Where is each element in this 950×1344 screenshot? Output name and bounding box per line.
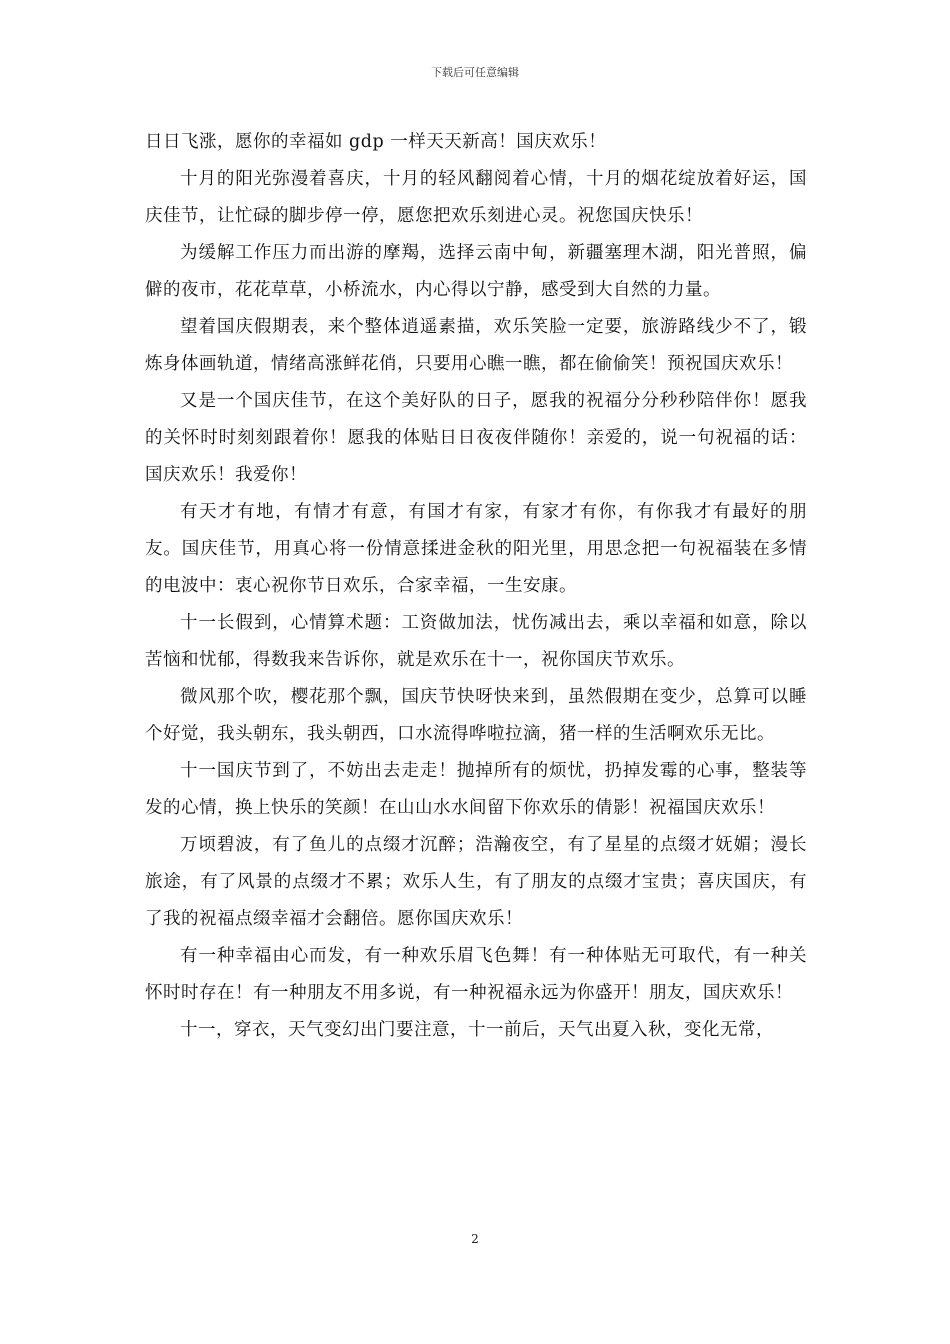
paragraph-3: 为缓解工作压力而出游的摩羯，选择云南中甸，新疆塞理木湖，阳光普照，偏僻的夜市，花花草草，小桥流水，内心得以宁静，感受到大自然的力量。 xyxy=(145,243,807,300)
paragraph-2: 十月的阳光弥漫着喜庆，十月的轻风翻阅着心情，十月的烟花绽放着好运，国庆佳节，让忙碌的脚步停一停，愿您把欢乐刻进心灵。祝您国庆快乐！ xyxy=(145,169,807,226)
paragraph-1: 日日飞涨，愿你的幸福如 gdp 一样天天新高！国庆欢乐！ xyxy=(145,132,607,152)
page-number: 2 xyxy=(471,1232,479,1246)
paragraph-8: 微风那个吹，樱花那个飘，国庆节快呀快来到，虽然假期在变少，总算可以睡个好觉，我头朝东，我头朝西，口水流得哗啦拉滴，猪一样的生活啊欢乐无比。 xyxy=(145,687,807,744)
paragraph-7: 十一长假到，心情算术题：工资做加法，忧伤减出去，乘以幸福和如意，除以苦恼和忧郁，得数我来告诉你，就是欢乐在十一，祝你国庆节欢乐。 xyxy=(145,613,807,670)
paragraph-12: 十一，穿衣，天气变幻出门要注意，十一前后，天气出夏入秋，变化无常， xyxy=(180,1020,774,1040)
paragraph-4: 望着国庆假期表，来个整体逍遥素描，欢乐笑脸一定要，旅游路线少不了，锻炼身体画轨道，情绪高涨鲜花俏，只要用心瞧一瞧，都在偷偷笑！预祝国庆欢乐！ xyxy=(145,317,807,374)
page-header: 下载后可任意编辑 xyxy=(431,66,519,79)
paragraph-10: 万顷碧波，有了鱼儿的点缀才沉醉；浩瀚夜空，有了星星的点缀才妩媚；漫长旅途，有了风景的点缀才不累；欢乐人生，有了朋友的点缀才宝贵；喜庆国庆，有了我的祝福点缀幸福才会翻倍。愿你国庆欢乐！ xyxy=(145,835,807,929)
paragraph-6: 有天才有地，有情才有意，有国才有家，有家才有你，有你我才有最好的朋友。国庆佳节，用真心将一份情意揉进金秋的阳光里，用思念把一句祝福装在多情的电波中：衷心祝你节日欢乐，合家幸福，一生安康。 xyxy=(145,502,807,596)
paragraph-11: 有一种幸福由心而发，有一种欢乐眉飞色舞！有一种体贴无可取代，有一种关怀时时存在！有一种朋友不用多说，有一种祝福永远为你盛开！朋友，国庆欢乐！ xyxy=(145,946,807,1003)
document-body xyxy=(145,124,807,1049)
paragraph-9: 十一国庆节到了，不妨出去走走！抛掉所有的烦忧，扔掉发霉的心事，整装等发的心情，换上快乐的笑颜！在山山水水间留下你欢乐的倩影！祝福国庆欢乐！ xyxy=(145,761,807,818)
paragraph-5: 又是一个国庆佳节，在这个美好队的日子，愿我的祝福分分秒秒陪伴你！愿我的关怀时时刻刻跟着你！愿我的体贴日日夜夜伴随你！亲爱的，说一句祝福的话：国庆欢乐！我爱你！ xyxy=(145,391,807,485)
